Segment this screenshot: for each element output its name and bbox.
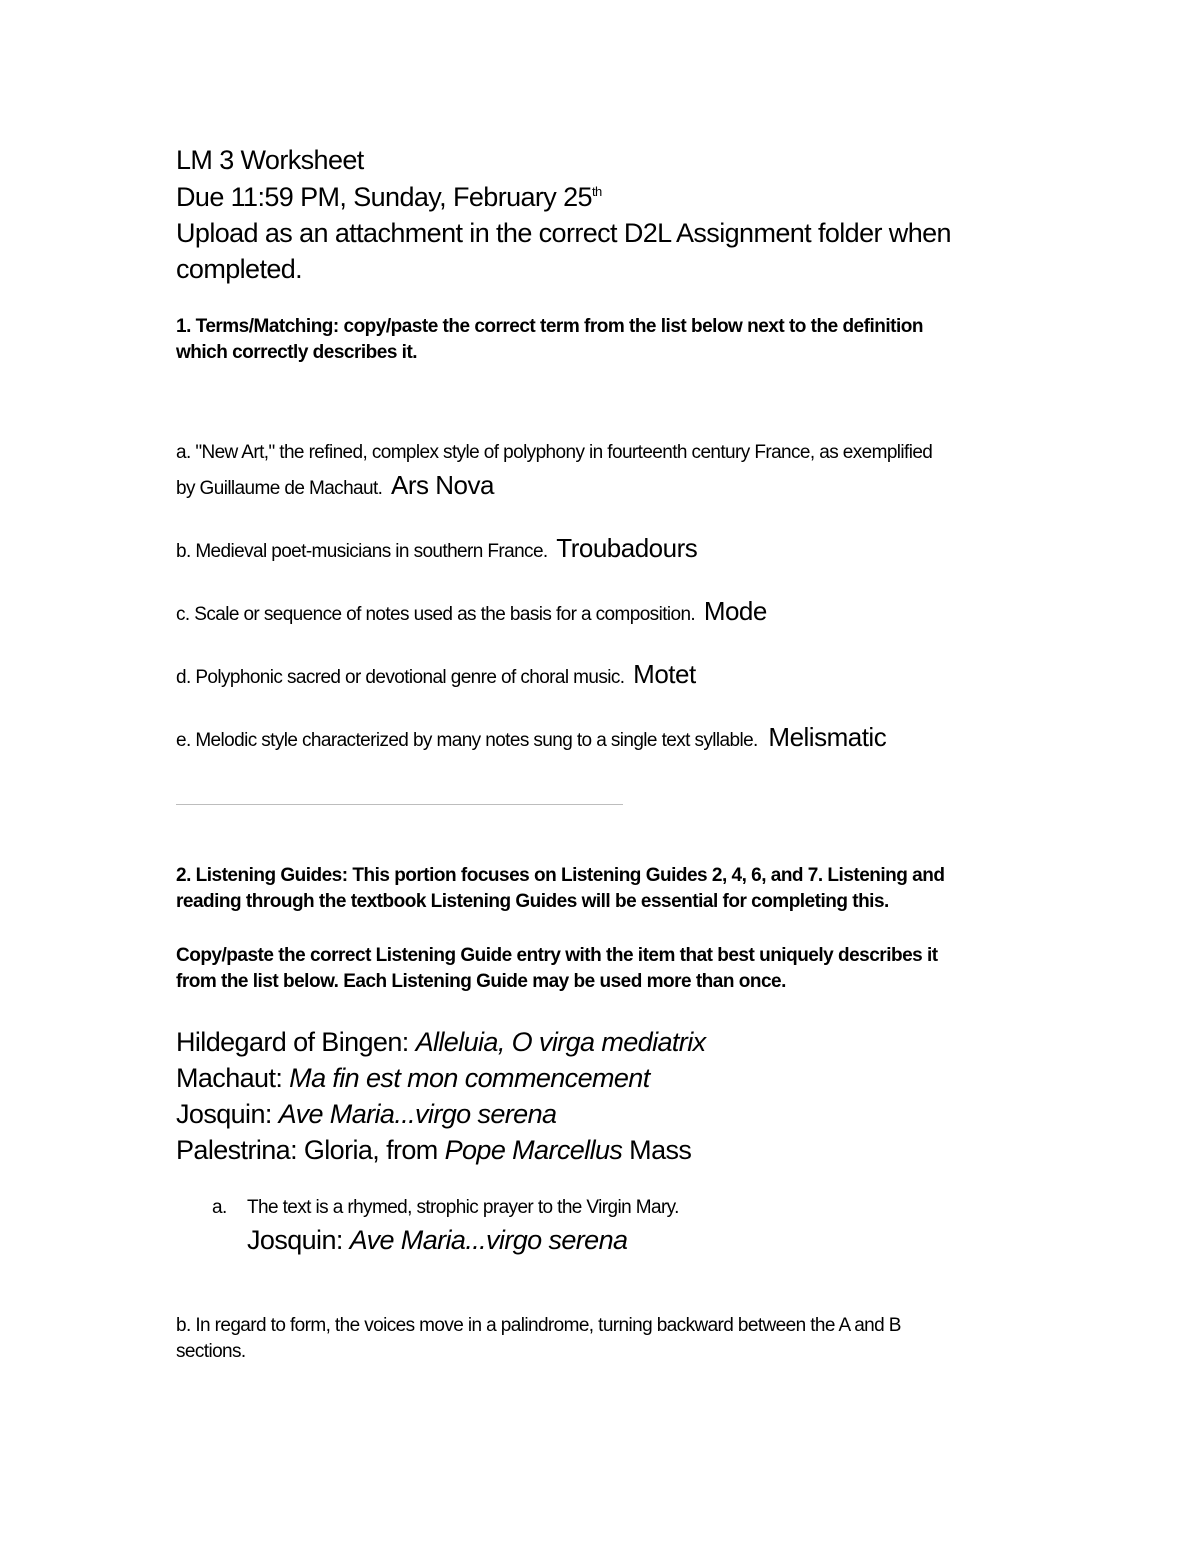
- term-a-definition-line1: a. "New Art," the refined, complex style of polyphony in fourteenth century France, as exemplified: [176, 442, 933, 463]
- section-divider: [176, 804, 623, 805]
- guide-josquin-composer: Josquin:: [176, 1099, 279, 1129]
- due-date-text: Due 11:59 PM, Sunday, February 25: [176, 182, 592, 212]
- question-b-line1: b. In regard to form, the voices move in a palindrome, turning backward between the A and B: [176, 1315, 901, 1336]
- question-a-marker: a.: [212, 1197, 227, 1218]
- guide-josquin-work: Ave Maria...virgo serena: [278, 1099, 557, 1129]
- upload-instruction-line2: completed.: [176, 254, 303, 284]
- term-e-definition: e. Melodic style characterized by many notes sung to a single text syllable.: [176, 730, 758, 751]
- term-b-definition: b. Medieval poet-musicians in southern France.: [176, 541, 548, 562]
- guide-palestrina-suffix: Mass: [622, 1135, 692, 1165]
- section2-intro-line2: reading through the textbook Listening Guides will be essential for completing this.: [176, 891, 889, 912]
- term-d-definition: d. Polyphonic sacred or devotional genre of choral music.: [176, 667, 625, 688]
- term-d-answer: Motet: [633, 659, 696, 689]
- guide-machaut-work: Ma fin est mon commencement: [289, 1063, 650, 1093]
- term-c: [176, 596, 767, 630]
- section1-instructions-line2: which correctly describes it.: [176, 342, 418, 363]
- term-b-answer: Troubadours: [556, 533, 698, 563]
- term-c-answer: Mode: [703, 596, 767, 626]
- term-e-answer: Melismatic: [768, 722, 887, 752]
- due-date: [176, 180, 602, 214]
- section2-copy-line1: Copy/paste the correct Listening Guide entry with the item that best uniquely describes it: [176, 945, 938, 966]
- guide-hildegard: [176, 1024, 706, 1060]
- section2-copy-line2: from the list below. Each Listening Guide may be used more than once.: [176, 971, 786, 992]
- guide-josquin: [176, 1096, 556, 1132]
- term-a-definition-line2: by Guillaume de Machaut.: [176, 478, 383, 499]
- term-c-definition: c. Scale or sequence of notes used as the basis for a composition.: [176, 604, 696, 625]
- question-a-answer-composer: Josquin:: [247, 1225, 350, 1255]
- term-a-definition: [176, 470, 494, 504]
- question-a-answer: [247, 1222, 627, 1258]
- guide-hildegard-work: Alleluia, O virga mediatrix: [415, 1027, 706, 1057]
- guide-palestrina: [176, 1132, 691, 1168]
- guide-palestrina-work: Pope Marcellus: [444, 1135, 623, 1165]
- due-date-ordinal: th: [591, 184, 602, 199]
- guide-palestrina-composer: Palestrina: Gloria, from: [176, 1135, 445, 1165]
- guide-machaut: [176, 1060, 650, 1096]
- question-a-answer-work: Ave Maria...virgo serena: [349, 1225, 628, 1255]
- term-e: [176, 722, 886, 756]
- term-d: [176, 659, 696, 693]
- question-a-text: The text is a rhymed, strophic prayer to the Virgin Mary.: [247, 1197, 679, 1218]
- term-b: [176, 533, 697, 567]
- term-a-answer: Ars Nova: [391, 470, 494, 500]
- section2-intro-line1: 2. Listening Guides: This portion focuses on Listening Guides 2, 4, 6, and 7. Listening and: [176, 865, 945, 886]
- guide-hildegard-composer: Hildegard of Bingen:: [176, 1027, 416, 1057]
- guide-machaut-composer: Machaut:: [176, 1063, 290, 1093]
- section1-instructions-line1: 1. Terms/Matching: copy/paste the correct term from the list below next to the definition: [176, 316, 923, 337]
- worksheet-title: LM 3 Worksheet: [176, 145, 364, 175]
- question-b-line2: sections.: [176, 1341, 246, 1362]
- upload-instruction-line1: Upload as an attachment in the correct D2L Assignment folder when: [176, 218, 951, 248]
